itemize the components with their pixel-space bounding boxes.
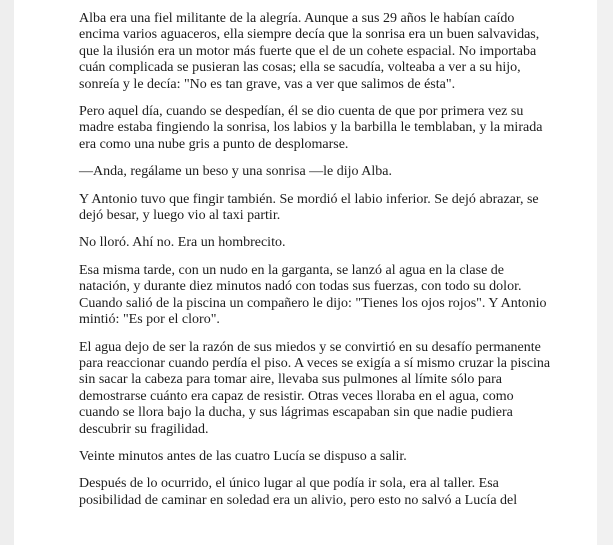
- document-body: [79, 11, 557, 520]
- paragraph-3: —Anda, regálame un beso y una sonrisa —le dijo Alba.: [79, 164, 392, 180]
- right-margin-strip: [597, 0, 613, 545]
- paragraph-9: Después de lo ocurrido, el único lugar al que podía ir sola, era al taller. Esa posibilidad de caminar en soledad era un alivio, pero esto no salvó a Lucía del: [79, 476, 518, 508]
- paragraph-6: Esa misma tarde, con un nudo en la garganta, se lanzó al agua en la clase de natación, y durante diez minutos nadó con todas sus fuerzas, con todo su dolor. Cuando salió de la piscina un compañero le dijo: "Tienes los ojos rojos". Y Antonio mintió: "Es por el cloro".: [79, 262, 547, 328]
- paragraph-4: Y Antonio tuvo que fingir también. Se mordió el labio inferior. Se dejó abrazar, se dejó besar, y luego vio al taxi partir.: [79, 191, 539, 224]
- left-margin-strip: [0, 0, 14, 545]
- paragraph-1: Alba era una fiel militante de la alegría. Aunque a sus 29 años le habían caído encima varios aguaceros, ella siempre decía que la sonrisa era un buen salvavidas, que la ilusión era un motor más fuerte que el de un cohete espacial. No importaba cuán complicada se pusieran las cosas; ella se sacudía, volteaba a ver a su hijo, sonreía y le decía: "No es tan grave, vas a ver que salimos de ésta".: [79, 11, 540, 92]
- paragraph-8: Veinte minutos antes de las cuatro Lucía se dispuso a salir.: [79, 448, 407, 464]
- paragraph-5: No lloró. Ahí no. Era un hombrecito.: [79, 235, 286, 251]
- paragraph-7: El agua dejo de ser la razón de sus miedos y se convirtió en su desafío permanente para reaccionar cuando perdía el piso. A veces se exigía a sí mismo cruzar la piscina sin sacar la cabeza para tomar aire, llevaba sus pulmones al límite sólo para demostrarse cuánto era capaz de resistir. Otras veces lloraba en el agua, como cuando se llora bajo la ducha, y sus lágrimas escapaban sin que nadie pudiera descubrir su fragilidad.: [79, 339, 551, 437]
- document-page: [14, 0, 597, 545]
- paragraph-2: Pero aquel día, cuando se despedían, él se dio cuenta de que por primera vez su madre estaba fingiendo la sonrisa, los labios y la barbilla le temblaban, y la mirada era como una nube gris a punto de desplomarse.: [79, 104, 543, 152]
